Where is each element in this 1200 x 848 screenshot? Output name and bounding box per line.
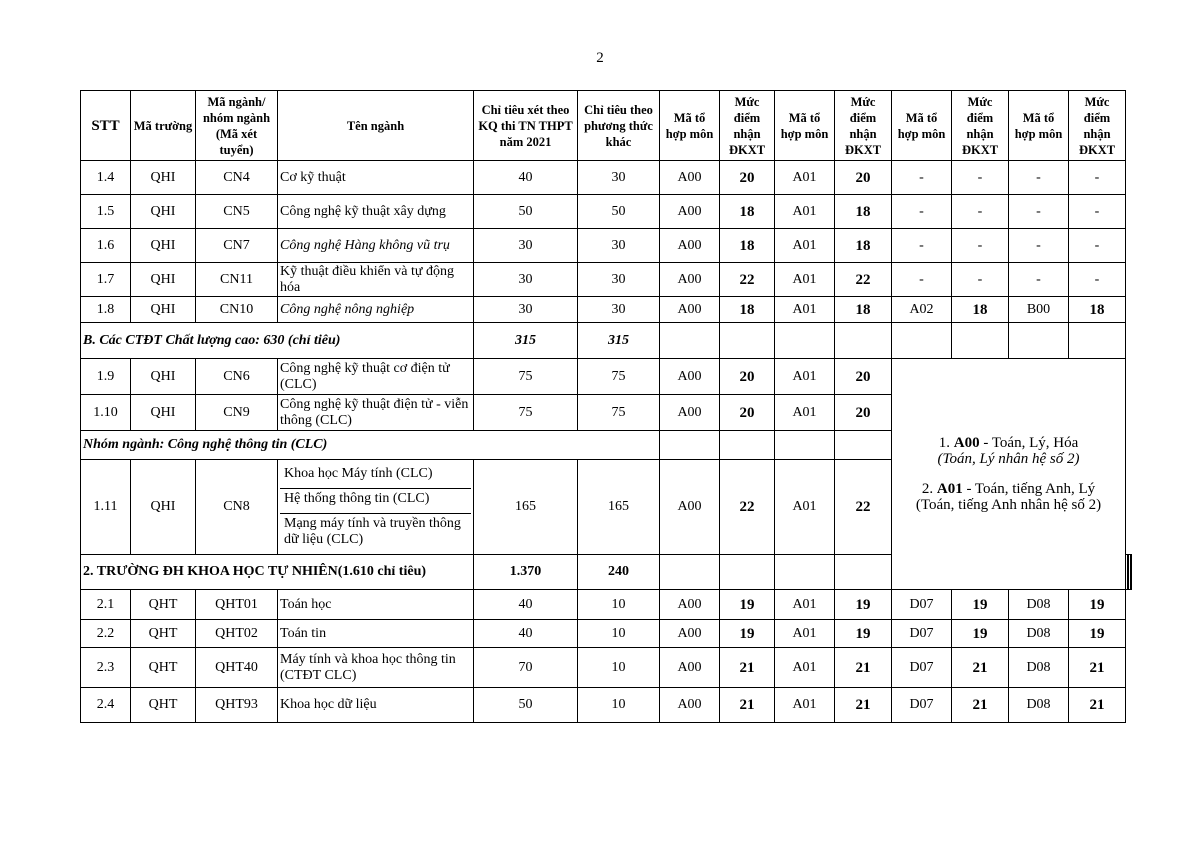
cell-chi-tieu-thpt: 30 — [474, 263, 578, 297]
cell-chi-tieu-thpt: 40 — [474, 620, 578, 648]
cell-diem: 18 — [835, 297, 892, 323]
cell-to-hop: D07 — [892, 620, 952, 648]
cell-diem: - — [1069, 195, 1126, 229]
cell-to-hop: A01 — [775, 297, 835, 323]
table-row — [81, 195, 1132, 229]
table-row — [81, 297, 1132, 323]
table-row — [81, 161, 1132, 195]
cell-ten-nganh: Khoa học dữ liệu — [278, 688, 474, 723]
cell-ma-nganh: QHT01 — [196, 590, 278, 620]
table-row — [81, 648, 1132, 688]
cell-ten-nganh: Công nghệ kỹ thuật điện tử - viễn thông (CLC) — [278, 395, 474, 431]
cell-ma-nganh: QHT40 — [196, 648, 278, 688]
cell-to-hop: D08 — [1009, 648, 1069, 688]
cell-ten-nganh: Kỹ thuật điều khiển và tự động hóa — [278, 263, 474, 297]
cell-ma-nganh: CN11 — [196, 263, 278, 297]
cell-diem: 19 — [952, 620, 1009, 648]
cell-ma-truong: QHI — [131, 263, 196, 297]
cell-chi-tieu-thpt: 30 — [474, 229, 578, 263]
cell-to-hop: A01 — [775, 460, 835, 555]
cell-ma-nganh: CN7 — [196, 229, 278, 263]
sub-major: Khoa học Máy tính (CLC) — [284, 466, 433, 481]
cell-ma-nganh: QHT02 — [196, 620, 278, 648]
cell-chi-tieu-khac: 30 — [578, 297, 660, 323]
cell-ten-nganh: Công nghệ Hàng không vũ trụ — [278, 229, 474, 263]
header-muc-diem-1: Mức điểm nhận ĐKXT — [720, 91, 775, 161]
cell-to-hop: A01 — [775, 620, 835, 648]
cell-ma-nganh: CN10 — [196, 297, 278, 323]
cell-diem: 19 — [1069, 590, 1126, 620]
cell-chi-tieu-thpt: 70 — [474, 648, 578, 688]
cell-to-hop: A01 — [775, 161, 835, 195]
cell-to-hop: D08 — [1009, 620, 1069, 648]
section-b-khac: 315 — [578, 323, 660, 359]
cell-diem: - — [1069, 263, 1126, 297]
section-2-thpt: 1.370 — [474, 555, 578, 590]
cell-diem: 21 — [1069, 688, 1126, 723]
cell-diem: - — [952, 263, 1009, 297]
cell-chi-tieu-thpt: 75 — [474, 359, 578, 395]
header-row — [81, 91, 1132, 161]
note-a00-code: A00 — [953, 435, 980, 451]
cell-stt: 1.10 — [81, 395, 131, 431]
cell-ma-truong: QHT — [131, 688, 196, 723]
cell-diem: 22 — [835, 460, 892, 555]
note-a01-line: 2. A01 - Toán, tiếng Anh, Lý — [921, 481, 1096, 497]
cell-to-hop: - — [1009, 161, 1069, 195]
cell-diem: 19 — [952, 590, 1009, 620]
cell-to-hop: A01 — [775, 263, 835, 297]
page-number: 2 — [596, 50, 604, 66]
cell-to-hop: A01 — [775, 688, 835, 723]
cell-stt: 1.9 — [81, 359, 131, 395]
table-row — [81, 359, 1132, 395]
header-muc-diem-2: Mức điểm nhận ĐKXT — [835, 91, 892, 161]
cell-ma-truong: QHI — [131, 395, 196, 431]
note-a01-code: A01 — [936, 481, 963, 497]
table-row — [81, 590, 1132, 620]
cell-chi-tieu-khac: 10 — [578, 688, 660, 723]
cell-diem: 19 — [720, 590, 775, 620]
cell-ma-truong: QHT — [131, 590, 196, 620]
cell-to-hop: A01 — [775, 195, 835, 229]
cell-chi-tieu-thpt: 40 — [474, 161, 578, 195]
cell-ten-nganh: Công nghệ kỹ thuật cơ điện tử (CLC) — [278, 359, 474, 395]
cell-chi-tieu-thpt: 50 — [474, 688, 578, 723]
cell-diem: 20 — [720, 161, 775, 195]
section-row — [81, 323, 1132, 359]
cell-chi-tieu-khac: 30 — [578, 229, 660, 263]
cell-to-hop: A00 — [660, 590, 720, 620]
cell-diem: 19 — [720, 620, 775, 648]
cell-ma-truong: QHI — [131, 359, 196, 395]
header-chi-tieu-thpt: Chỉ tiêu xét theo KQ thi TN THPT năm 2021 — [474, 91, 578, 161]
cell-ma-nganh: CN6 — [196, 359, 278, 395]
cell-diem: 19 — [835, 620, 892, 648]
cell-diem: 18 — [720, 297, 775, 323]
cell-chi-tieu-khac: 165 — [578, 460, 660, 555]
table-row — [81, 688, 1132, 723]
cell-to-hop: A00 — [660, 359, 720, 395]
table-row — [81, 229, 1132, 263]
cell-diem: 20 — [720, 395, 775, 431]
cell-to-hop: A02 — [892, 297, 952, 323]
cell-stt: 1.11 — [81, 460, 131, 555]
cell-to-hop: D08 — [1009, 688, 1069, 723]
cell-to-hop: D08 — [1009, 590, 1069, 620]
cell-diem: 20 — [835, 359, 892, 395]
cell-to-hop: - — [1009, 195, 1069, 229]
cell-chi-tieu-khac: 75 — [578, 395, 660, 431]
header-ma-to-hop-1: Mã tổ hợp môn — [660, 91, 720, 161]
cell-stt: 2.2 — [81, 620, 131, 648]
header-ma-truong: Mã trường — [131, 91, 196, 161]
cell-ten-nganh: Toán tin — [278, 620, 474, 648]
cell-to-hop: A01 — [775, 648, 835, 688]
cell-diem: 18 — [1069, 297, 1126, 323]
sub-major: Mạng máy tính và truyền thông dữ liệu (CLC) — [280, 513, 471, 550]
cell-chi-tieu-khac: 30 — [578, 263, 660, 297]
cell-stt: 1.7 — [81, 263, 131, 297]
cell-to-hop: A00 — [660, 297, 720, 323]
cell-to-hop: A01 — [775, 590, 835, 620]
cell-chi-tieu-thpt: 30 — [474, 297, 578, 323]
cell-ma-truong: QHT — [131, 648, 196, 688]
cell-chi-tieu-thpt: 165 — [474, 460, 578, 555]
cell-stt: 1.4 — [81, 161, 131, 195]
cell-to-hop: - — [892, 229, 952, 263]
cell-diem: 20 — [835, 161, 892, 195]
header-muc-diem-4: Mức điểm nhận ĐKXT — [1069, 91, 1126, 161]
cell-chi-tieu-khac: 30 — [578, 161, 660, 195]
cell-diem: 20 — [835, 395, 892, 431]
header-ma-to-hop-2: Mã tổ hợp môn — [775, 91, 835, 161]
cell-chi-tieu-khac: 10 — [578, 590, 660, 620]
section-2-khac: 240 — [578, 555, 660, 590]
section-2-label: 2. TRƯỜNG ĐH KHOA HỌC TỰ NHIÊN(1.610 chỉ tiêu) — [81, 555, 474, 590]
cell-diem: 18 — [835, 195, 892, 229]
cell-ma-truong: QHI — [131, 297, 196, 323]
cell-stt: 1.5 — [81, 195, 131, 229]
cell-diem: 18 — [952, 297, 1009, 323]
header-ma-nganh: Mã ngành/ nhóm ngành (Mã xét tuyển) — [196, 91, 278, 161]
cell-chi-tieu-thpt: 75 — [474, 395, 578, 431]
cell-ma-truong: QHI — [131, 460, 196, 555]
cell-to-hop: A01 — [775, 395, 835, 431]
cell-to-hop: - — [892, 195, 952, 229]
cell-to-hop: - — [1009, 263, 1069, 297]
cell-diem: 22 — [720, 263, 775, 297]
cell-to-hop: D07 — [892, 590, 952, 620]
header-stt: STT — [81, 91, 131, 161]
cell-to-hop: - — [892, 263, 952, 297]
cell-to-hop: A00 — [660, 229, 720, 263]
cell-ma-truong: QHI — [131, 229, 196, 263]
cell-ten-nganh: Công nghệ kỹ thuật xây dựng — [278, 195, 474, 229]
cell-chi-tieu-khac: 10 — [578, 620, 660, 648]
cell-diem: 21 — [835, 648, 892, 688]
cell-chi-tieu-khac: 75 — [578, 359, 660, 395]
cell-ma-truong: QHI — [131, 195, 196, 229]
cell-diem: 21 — [720, 648, 775, 688]
cell-ma-nganh: CN8 — [196, 460, 278, 555]
cell-ma-nganh: CN5 — [196, 195, 278, 229]
cell-diem: 18 — [720, 229, 775, 263]
note-a01-sub: (Toán, tiếng Anh nhân hệ số 2) — [915, 497, 1102, 513]
header-chi-tieu-khac: Chỉ tiêu theo phương thức khác — [578, 91, 660, 161]
cell-diem: 19 — [1069, 620, 1126, 648]
cell-diem: - — [952, 195, 1009, 229]
cell-stt: 2.1 — [81, 590, 131, 620]
cell-diem: 21 — [720, 688, 775, 723]
admissions-table — [80, 90, 1132, 723]
cell-chi-tieu-thpt: 40 — [474, 590, 578, 620]
cell-diem: 19 — [835, 590, 892, 620]
cell-chi-tieu-thpt: 50 — [474, 195, 578, 229]
cell-to-hop: A00 — [660, 395, 720, 431]
cell-stt: 2.4 — [81, 688, 131, 723]
cell-diem: 21 — [1069, 648, 1126, 688]
cell-to-hop: D07 — [892, 688, 952, 723]
cell-stt: 1.8 — [81, 297, 131, 323]
cell-ten-nganh: Máy tính và khoa học thông tin (CTĐT CLC) — [278, 648, 474, 688]
group-label: Nhóm ngành: Công nghệ thông tin (CLC) — [81, 431, 660, 460]
cell-to-hop: A00 — [660, 460, 720, 555]
cell-chi-tieu-khac: 10 — [578, 648, 660, 688]
cell-to-hop: A00 — [660, 648, 720, 688]
note-a00-line: 1. A00 - Toán, Lý, Hóa — [938, 435, 1079, 451]
cell-to-hop: A00 — [660, 195, 720, 229]
cell-diem: 22 — [720, 460, 775, 555]
cell-diem: 21 — [952, 688, 1009, 723]
cell-ma-nganh: QHT93 — [196, 688, 278, 723]
cell-ma-truong: QHI — [131, 161, 196, 195]
cell-diem: 21 — [952, 648, 1009, 688]
cell-ma-nganh: CN4 — [196, 161, 278, 195]
header-ma-to-hop-4: Mã tổ hợp môn — [1009, 91, 1069, 161]
header-ma-to-hop-3: Mã tổ hợp môn — [892, 91, 952, 161]
cell-ten-nganh-group — [278, 460, 474, 555]
cell-diem: - — [952, 229, 1009, 263]
section-b-label: B. Các CTĐT Chất lượng cao: 630 (chỉ tiêu) — [81, 323, 474, 359]
cell-to-hop: A00 — [660, 263, 720, 297]
cell-to-hop: A00 — [660, 620, 720, 648]
cell-diem: 18 — [835, 229, 892, 263]
table-row — [81, 263, 1132, 297]
cell-diem: - — [952, 161, 1009, 195]
cell-to-hop: A01 — [775, 229, 835, 263]
cell-to-hop: - — [1009, 229, 1069, 263]
cell-ma-nganh: CN9 — [196, 395, 278, 431]
cell-chi-tieu-khac: 50 — [578, 195, 660, 229]
cell-ten-nganh: Cơ kỹ thuật — [278, 161, 474, 195]
cell-ten-nganh: Toán học — [278, 590, 474, 620]
cell-to-hop: - — [892, 161, 952, 195]
cell-diem: - — [1069, 161, 1126, 195]
cell-to-hop: A00 — [660, 161, 720, 195]
subject-combination-note — [892, 359, 1126, 590]
note-a00-sub: (Toán, Lý nhân hệ số 2) — [937, 451, 1080, 467]
cell-to-hop: A00 — [660, 688, 720, 723]
sub-major: Hệ thống thông tin (CLC) — [280, 488, 471, 513]
cell-stt: 1.6 — [81, 229, 131, 263]
cell-to-hop: A01 — [775, 359, 835, 395]
header-ten-nganh: Tên ngành — [278, 91, 474, 161]
cell-to-hop: B00 — [1009, 297, 1069, 323]
cell-ten-nganh: Công nghệ nông nghiệp — [278, 297, 474, 323]
cell-stt: 2.3 — [81, 648, 131, 688]
cell-diem: 22 — [835, 263, 892, 297]
header-muc-diem-3: Mức điểm nhận ĐKXT — [952, 91, 1009, 161]
cell-ma-truong: QHT — [131, 620, 196, 648]
cell-diem: 18 — [720, 195, 775, 229]
section-b-thpt: 315 — [474, 323, 578, 359]
cell-diem: 21 — [835, 688, 892, 723]
cell-diem: - — [1069, 229, 1126, 263]
cell-diem: 20 — [720, 359, 775, 395]
table-row — [81, 620, 1132, 648]
cell-to-hop: D07 — [892, 648, 952, 688]
